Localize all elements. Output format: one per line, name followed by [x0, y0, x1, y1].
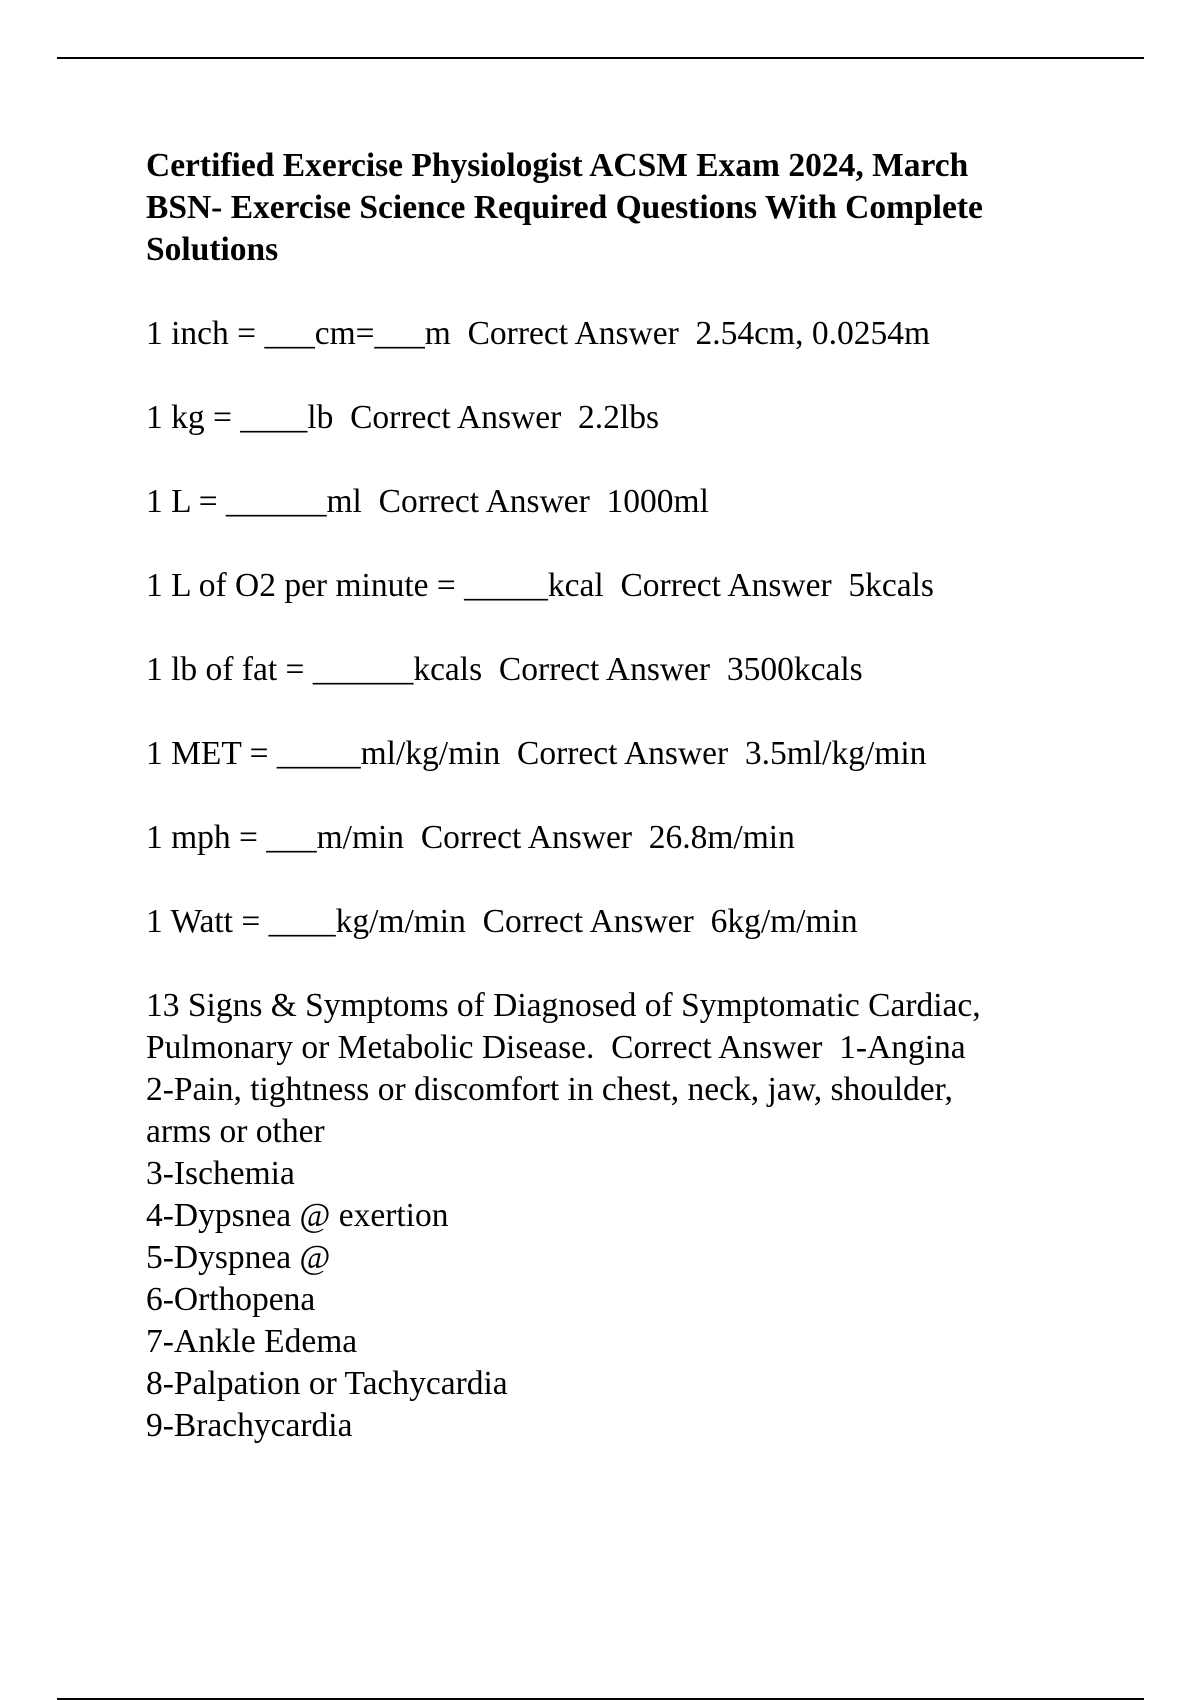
- signs-line: 3-Ischemia: [146, 1155, 295, 1192]
- question-text: 1 kg = ____lb: [146, 399, 334, 436]
- signs-line: 5-Dyspnea @: [146, 1239, 331, 1276]
- question-text: 1 L = ______ml: [146, 483, 362, 520]
- question-text: 1 MET = _____ml/kg/min: [146, 735, 501, 772]
- qa-item: [146, 817, 1106, 859]
- document-title: [146, 145, 1106, 271]
- answer-text: 26.8m/min: [648, 819, 795, 856]
- qa-item: [146, 313, 1106, 355]
- document-body: [146, 145, 1106, 1447]
- answer-text: 2.54cm, 0.0254m: [695, 315, 930, 352]
- answer-text: 5kcals: [848, 567, 934, 604]
- qa-item: [146, 397, 1106, 439]
- signs-line: Pulmonary or Metabolic Disease. Correct Answer 1-Angina: [146, 1029, 966, 1066]
- qa-item: [146, 733, 1106, 775]
- question-text: 1 mph = ___m/min: [146, 819, 405, 856]
- answer-text: 3.5ml/kg/min: [744, 735, 927, 772]
- title-line: BSN- Exercise Science Required Questions With Complete: [146, 189, 983, 226]
- question-text: 1 lb of fat = ______kcals: [146, 651, 483, 688]
- signs-line: 6-Orthopena: [146, 1281, 316, 1318]
- signs-line: 9-Brachycardia: [146, 1407, 353, 1444]
- answer-label: Correct Answer: [516, 735, 729, 772]
- answer-label: Correct Answer: [350, 399, 562, 436]
- qa-item: [146, 901, 1106, 943]
- answer-text: 6kg/m/min: [710, 903, 858, 940]
- answer-label: Correct Answer: [498, 651, 711, 688]
- qa-item: [146, 649, 1106, 691]
- question-text: 1 L of O2 per minute = _____kcal: [146, 567, 604, 604]
- answer-label: Correct Answer: [467, 315, 679, 352]
- answer-text: 2.2lbs: [578, 399, 659, 436]
- signs-line: arms or other: [146, 1113, 325, 1150]
- signs-line: 7-Ankle Edema: [146, 1323, 358, 1360]
- answer-label: Correct Answer: [420, 819, 632, 856]
- answer-text: 3500kcals: [726, 651, 863, 688]
- answer-label: Correct Answer: [378, 483, 590, 520]
- top-rule: [57, 57, 1144, 59]
- signs-line: 13 Signs & Symptoms of Diagnosed of Symptomatic Cardiac,: [146, 987, 981, 1024]
- answer-text: 1000ml: [606, 483, 709, 520]
- question-text: 1 inch = ___cm=___m: [146, 315, 451, 352]
- title-line: Solutions: [146, 231, 279, 268]
- question-text: 1 Watt = ____kg/m/min: [146, 903, 466, 940]
- answer-label: Correct Answer: [620, 567, 832, 604]
- answer-label: Correct Answer: [482, 903, 694, 940]
- signs-line: 4-Dypsnea @ exertion: [146, 1197, 449, 1234]
- signs-line: 2-Pain, tightness or discomfort in chest, neck, jaw, shoulder,: [146, 1071, 953, 1108]
- qa-item: [146, 565, 1106, 607]
- signs-line: 8-Palpation or Tachycardia: [146, 1365, 508, 1402]
- title-line: Certified Exercise Physiologist ACSM Exam 2024, March: [146, 147, 969, 184]
- qa-item: [146, 481, 1106, 523]
- signs-symptoms-block: [146, 985, 1106, 1447]
